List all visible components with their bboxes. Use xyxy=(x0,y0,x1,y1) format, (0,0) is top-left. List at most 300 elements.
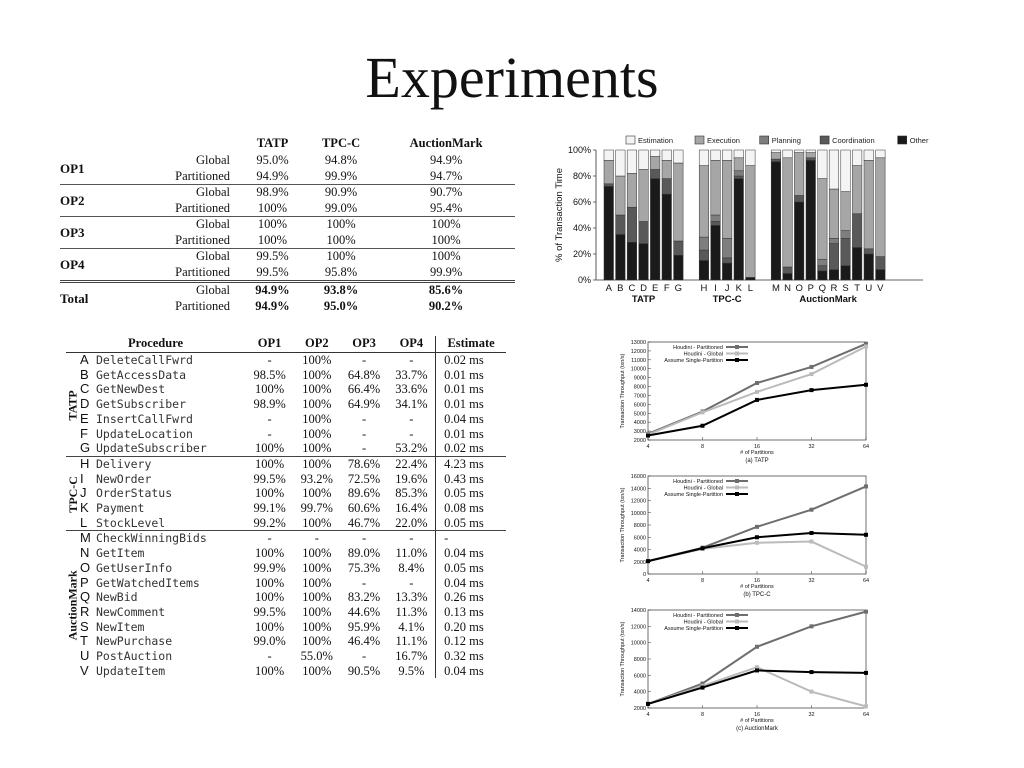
y-tick-label: 14000 xyxy=(630,608,646,614)
y-axis-label: Transaction Throughput (txn/s) xyxy=(620,353,626,429)
estimate-value: 0.05 ms xyxy=(436,561,506,576)
x-tick-label: L xyxy=(747,283,753,294)
y-tick-label: 6000 xyxy=(633,402,646,409)
operation-label: OP2 xyxy=(60,185,120,217)
op2-value: 93.2% xyxy=(300,471,333,486)
op3-value: 64.9% xyxy=(347,397,381,412)
group-label: TPC-C xyxy=(712,294,742,305)
op2-value: 99.7% xyxy=(300,501,333,516)
estimate-value: 0.01 ms xyxy=(436,397,506,412)
bar-segment-C xyxy=(627,207,637,242)
bar-segment-I xyxy=(711,160,721,215)
procedure-letter: O xyxy=(80,559,91,575)
procedure-name: OrderStatus xyxy=(96,486,173,501)
data-point xyxy=(755,390,759,394)
x-tick-label: 16 xyxy=(753,578,761,584)
procedure-table xyxy=(66,336,506,678)
estimate-value: 0.05 ms xyxy=(436,516,506,531)
estimate-value: 0.26 ms xyxy=(436,590,506,605)
x-tick-label: 8 xyxy=(700,444,705,450)
op1-value: - xyxy=(267,411,272,426)
legend-marker xyxy=(735,479,739,483)
procedure-name: NewItem xyxy=(96,619,145,634)
legend-label: Execution xyxy=(707,136,740,145)
bar-segment-S xyxy=(841,192,851,231)
data-point xyxy=(810,508,814,512)
op2-value: 100% xyxy=(302,546,332,561)
data-point xyxy=(810,388,814,392)
op2-value: 100% xyxy=(302,367,332,382)
estimate-value: 0.12 ms xyxy=(436,634,506,649)
op2-value: 100% xyxy=(302,604,332,619)
stacked-bar-chart xyxy=(548,130,933,315)
procedure-name: Payment xyxy=(96,501,145,516)
op3-value: - xyxy=(361,426,367,441)
estimate-value: 0.04 ms xyxy=(436,412,506,427)
op1-value: 100% xyxy=(255,590,285,605)
bar-segment-G xyxy=(674,241,684,255)
procedure-letter: V xyxy=(80,662,89,678)
accuracy-value: 90.7% xyxy=(377,185,515,201)
op3-value: 75.3% xyxy=(347,560,381,575)
accuracy-value: 95.0% xyxy=(323,298,359,313)
chart-caption: (c) AuctionMark xyxy=(736,726,778,732)
procedure-letter: P xyxy=(80,574,89,590)
accuracy-value: 99.0% xyxy=(324,200,358,215)
accuracy-value: 95.4% xyxy=(429,200,463,215)
op1-value: 98.5% xyxy=(253,367,286,382)
y-tick-label: 10000 xyxy=(630,366,646,373)
data-point xyxy=(755,541,759,545)
estimate-value: 0.05 ms xyxy=(436,486,506,501)
bar-segment-U xyxy=(864,160,874,248)
legend-label: Assume Single-Partition xyxy=(664,358,723,364)
column-header: TPC-C xyxy=(321,136,361,150)
op2-value: 100% xyxy=(302,560,332,575)
bar-segment-M xyxy=(771,159,781,162)
op4-value: 53.2% xyxy=(395,441,428,456)
benchmark-group-label: TATP xyxy=(65,390,80,421)
bar-segment-V xyxy=(876,270,886,280)
procedure-letter: G xyxy=(80,440,91,456)
y-tick-label: 10000 xyxy=(630,640,646,647)
op3-value: - xyxy=(361,441,367,456)
legend-label: Houdini - Global xyxy=(683,351,723,358)
bar-segment-O xyxy=(794,196,804,203)
y-tick-label: 80% xyxy=(572,171,591,181)
bar-segment-F xyxy=(662,194,672,280)
x-tick-label: 8 xyxy=(700,712,705,718)
group-cell xyxy=(66,531,80,679)
legend-label: Coordination xyxy=(832,136,875,145)
bar-segment-M xyxy=(771,162,781,280)
estimate-value: 0.20 ms xyxy=(436,620,506,635)
y-tick-label: 0 xyxy=(642,572,646,578)
op4-value: 85.3% xyxy=(395,486,428,501)
bar-segment-R xyxy=(829,150,839,189)
x-tick-label: Q xyxy=(818,283,827,294)
y-tick-label: 4000 xyxy=(633,420,646,427)
bar-segment-B xyxy=(616,176,626,215)
accuracy-value: 85.6% xyxy=(377,282,515,299)
column-header: TATP xyxy=(256,136,289,150)
x-tick-label: P xyxy=(807,283,814,294)
procedure-name: GetAccessData xyxy=(96,367,187,382)
legend-label: Houdini - Partitioned xyxy=(673,613,723,619)
procedure-name: UpdateItem xyxy=(96,663,166,678)
accuracy-value: 100% xyxy=(431,232,461,247)
op4-value: 19.6% xyxy=(395,471,428,486)
accuracy-value: 99.9% xyxy=(324,168,358,183)
line-chart-tpcc xyxy=(608,470,878,605)
data-point xyxy=(755,525,759,529)
op4-value: 33.7% xyxy=(395,367,428,382)
op2-value: 100% xyxy=(302,441,332,456)
op4-value: 16.4% xyxy=(395,501,428,516)
bar-segment-G xyxy=(674,150,684,163)
row-label: Global xyxy=(120,249,240,265)
accuracy-value: 90.2% xyxy=(428,298,464,313)
data-point xyxy=(810,540,814,544)
y-tick-label: 12000 xyxy=(630,624,646,631)
line-chart-auctionmark xyxy=(608,604,878,744)
accuracy-value: 94.8% xyxy=(324,153,358,168)
estimate-value: 0.02 ms xyxy=(436,441,506,456)
op1-value: 100% xyxy=(255,546,285,561)
row-label: Partitioned xyxy=(175,298,230,313)
bar-segment-N xyxy=(783,158,793,267)
row-label: Partitioned xyxy=(175,168,230,183)
legend-marker xyxy=(735,345,739,349)
row-label: Global xyxy=(120,217,240,233)
op3-value: - xyxy=(340,531,387,546)
bar-segment-L xyxy=(746,277,756,280)
bar-segment-O xyxy=(794,150,804,153)
op3-value: - xyxy=(361,353,367,367)
operation-label: OP4 xyxy=(60,249,120,282)
x-tick-label: J xyxy=(724,283,730,294)
x-tick-label: U xyxy=(865,283,873,294)
bar-segment-J xyxy=(722,258,732,263)
bar-segment-I xyxy=(711,222,721,226)
op4-value: - xyxy=(409,426,414,441)
header-blank xyxy=(60,136,120,153)
op1-value: 100% xyxy=(246,456,293,471)
y-tick-label: 7000 xyxy=(633,393,646,400)
data-point xyxy=(646,434,650,438)
bar-segment-D xyxy=(639,150,649,170)
procedure-name: GetNewDest xyxy=(96,382,166,397)
procedure-name: NewComment xyxy=(96,604,166,619)
bar-segment-J xyxy=(722,238,732,258)
x-tick-label: M xyxy=(771,283,780,294)
x-tick-label: A xyxy=(605,283,612,294)
procedure-letter: H xyxy=(80,456,96,471)
bar-segment-E xyxy=(650,157,660,170)
operation-label: Total xyxy=(60,282,120,315)
accuracy-value: 93.8% xyxy=(305,282,377,299)
accuracy-value: 94.7% xyxy=(429,168,463,183)
y-tick-label: 20% xyxy=(572,249,591,259)
x-tick-label: B xyxy=(617,283,624,294)
bar-segment-C xyxy=(627,242,637,280)
accuracy-value: 100% xyxy=(257,232,288,247)
bar-segment-J xyxy=(722,150,732,160)
bar-segment-P xyxy=(806,160,816,280)
bar-segment-H xyxy=(699,250,709,260)
bar-segment-F xyxy=(662,160,672,178)
header-blank xyxy=(120,136,240,153)
data-point xyxy=(810,365,814,369)
y-tick-label: 14000 xyxy=(630,486,646,493)
bar-segment-S xyxy=(841,238,851,265)
data-point xyxy=(646,702,650,706)
row-label: Global xyxy=(120,282,240,299)
data-point xyxy=(864,383,868,387)
data-point xyxy=(864,484,868,488)
y-tick-label: 100% xyxy=(567,145,591,155)
op4-value: 16.7% xyxy=(395,649,428,664)
legend-marker xyxy=(735,620,739,624)
accuracy-value: 94.9% xyxy=(429,153,463,168)
accuracy-value: 90.9% xyxy=(305,185,377,201)
op2-value: 100% xyxy=(302,590,332,605)
benchmark-group-label: TPC-C xyxy=(65,476,80,513)
estimate-value: 0.08 ms xyxy=(436,501,506,516)
data-point xyxy=(864,704,868,708)
bar-segment-H xyxy=(699,150,709,166)
op3-value: 95.9% xyxy=(347,619,381,634)
chart-caption: (a) TATP xyxy=(745,458,769,464)
op3-value: 44.6% xyxy=(347,604,381,619)
data-point xyxy=(864,610,868,614)
op3-value: 60.6% xyxy=(347,501,381,516)
procedure-name: InsertCallFwrd xyxy=(96,411,193,426)
procedure-name: NewBid xyxy=(96,590,138,605)
bar-segment-J xyxy=(722,263,732,280)
estimate-value: - xyxy=(436,531,506,546)
line-chart-tatp xyxy=(608,336,878,471)
procedure-letter: E xyxy=(80,410,89,426)
bar-segment-C xyxy=(627,173,637,207)
bar-segment-E xyxy=(650,170,660,179)
op2-value: 100% xyxy=(293,456,340,471)
y-tick-label: 60% xyxy=(572,197,591,207)
bar-segment-D xyxy=(639,244,649,280)
bar-segment-R xyxy=(829,238,839,243)
x-tick-label: 32 xyxy=(808,712,815,718)
bar-segment-K xyxy=(734,179,744,280)
y-tick-label: 6000 xyxy=(633,673,646,680)
op2-value: 100% xyxy=(302,619,332,634)
op2-value: 100% xyxy=(302,634,332,649)
bar-segment-D xyxy=(639,170,649,222)
bar-segment-A xyxy=(604,160,614,183)
bar-segment-K xyxy=(734,150,744,158)
estimate-value: 0.13 ms xyxy=(436,605,506,620)
column-header: OP4 xyxy=(388,336,436,353)
data-point xyxy=(755,381,759,385)
op4-value: 11.1% xyxy=(395,634,428,649)
y-tick-label: 12000 xyxy=(630,348,646,355)
op1-value: 100% xyxy=(255,619,285,634)
x-tick-label: 32 xyxy=(808,444,815,450)
y-tick-label: 5000 xyxy=(633,411,646,418)
op2-value: 100% xyxy=(302,397,332,412)
op1-value: - xyxy=(267,649,272,664)
op3-value: 83.2% xyxy=(347,590,381,605)
legend-label: Assume Single-Partition xyxy=(664,626,723,632)
column-header: AuctionMark xyxy=(409,136,483,150)
y-tick-label: 4000 xyxy=(633,547,646,554)
accuracy-value: 100% xyxy=(240,217,305,233)
op4-value: - xyxy=(409,575,414,590)
accuracy-value: 98.9% xyxy=(240,185,305,201)
y-tick-label: 13000 xyxy=(630,340,646,346)
op4-value: 9.5% xyxy=(398,663,425,678)
row-label: Partitioned xyxy=(175,264,230,279)
procedure-name: GetWatchedItems xyxy=(96,575,200,590)
estimate-value: 0.02 ms xyxy=(436,353,506,368)
x-tick-label: K xyxy=(735,283,742,294)
op1-value: 98.9% xyxy=(253,397,286,412)
op4-value: 22.4% xyxy=(388,456,436,471)
bar-segment-A xyxy=(604,184,614,187)
x-tick-label: I xyxy=(714,283,717,294)
group-label: TATP xyxy=(631,294,656,305)
bar-segment-Q xyxy=(818,150,828,179)
x-tick-label: N xyxy=(784,283,791,294)
op2-value: - xyxy=(293,531,340,546)
op3-value: 90.5% xyxy=(347,663,381,678)
procedure-letter: R xyxy=(80,603,90,619)
op4-value: 34.1% xyxy=(395,397,428,412)
accuracy-value: 95.8% xyxy=(324,264,358,279)
procedure-letter: N xyxy=(80,545,90,561)
y-tick-label: 11000 xyxy=(631,357,646,364)
op4-value: 22.0% xyxy=(395,515,428,530)
bar-segment-C xyxy=(627,150,637,173)
bar-segment-A xyxy=(604,186,614,280)
bar-segment-R xyxy=(829,244,839,270)
data-point xyxy=(755,645,759,649)
bar-segment-U xyxy=(864,150,874,160)
procedure-letter: B xyxy=(80,366,89,382)
procedure-letter: C xyxy=(80,381,90,397)
data-point xyxy=(864,344,868,348)
column-header: Estimate xyxy=(436,336,506,353)
data-point xyxy=(755,398,759,402)
x-tick-label: 8 xyxy=(700,578,705,584)
data-point xyxy=(810,670,814,674)
y-tick-label: 12000 xyxy=(630,498,646,505)
bar-segment-P xyxy=(806,150,816,153)
x-tick-label: 64 xyxy=(862,578,870,584)
data-point xyxy=(864,671,868,675)
column-header: OP3 xyxy=(340,336,387,353)
procedure-letter: A xyxy=(80,352,89,367)
legend-marker xyxy=(735,352,739,356)
x-tick-label: F xyxy=(663,283,670,294)
procedure-name: NewPurchase xyxy=(96,634,173,649)
legend-label: Other xyxy=(909,136,929,145)
op2-value: 100% xyxy=(302,486,332,501)
data-point xyxy=(810,690,814,694)
estimate-value: 0.04 ms xyxy=(436,576,506,591)
legend-marker xyxy=(735,486,739,490)
op1-value: 99.2% xyxy=(253,515,286,530)
bar-segment-E xyxy=(650,179,660,280)
accuracy-table xyxy=(60,136,515,314)
x-tick-label: H xyxy=(700,283,708,294)
y-tick-label: 10000 xyxy=(630,510,646,517)
x-tick-label: 64 xyxy=(862,444,870,450)
x-tick-label: D xyxy=(640,283,647,294)
estimate-value: 0.04 ms xyxy=(436,546,506,561)
y-tick-label: 2000 xyxy=(633,438,646,444)
op3-value: - xyxy=(361,411,367,426)
op4-value: 4.1% xyxy=(398,619,425,634)
bar-segment-V xyxy=(876,257,886,270)
y-tick-label: 8000 xyxy=(633,523,646,529)
y-tick-label: 0% xyxy=(577,275,591,285)
legend-label: Estimation xyxy=(638,136,674,145)
bar-segment-B xyxy=(616,150,626,176)
legend-label: Assume Single-Partition xyxy=(664,492,723,498)
x-axis-label: # of Partitions xyxy=(740,584,774,590)
legend-label: Houdini - Global xyxy=(683,485,723,492)
procedure-letter: Q xyxy=(80,589,91,605)
procedure-letter: D xyxy=(80,396,90,412)
op2-value: 100% xyxy=(302,411,332,426)
procedure-letter: K xyxy=(80,500,89,516)
bar-segment-A xyxy=(604,150,614,160)
op1-value: 100% xyxy=(255,663,285,678)
x-tick-label: 4 xyxy=(646,578,650,584)
y-axis-label: % of Transaction Time xyxy=(554,168,565,262)
op1-value: 99.5% xyxy=(253,604,286,619)
bar-segment-H xyxy=(699,166,709,238)
legend-swatch xyxy=(760,136,769,144)
bar-segment-Q xyxy=(818,266,828,271)
procedure-name: UpdateLocation xyxy=(96,426,193,441)
bar-segment-F xyxy=(662,150,672,160)
op3-value: 46.7% xyxy=(347,515,381,530)
x-tick-label: G xyxy=(674,283,683,294)
procedure-name: GetUserInfo xyxy=(96,560,173,575)
legend-label: Planning xyxy=(771,136,801,145)
bar-segment-I xyxy=(711,150,721,160)
procedure-letter: T xyxy=(80,633,88,649)
estimate-value: 0.01 ms xyxy=(436,427,506,442)
accuracy-value: 94.9% xyxy=(256,168,289,183)
procedure-letter: L xyxy=(80,514,88,530)
bar-segment-V xyxy=(876,158,886,257)
op4-value: - xyxy=(409,411,414,426)
op2-value: 55.0% xyxy=(300,649,333,664)
x-tick-label: 16 xyxy=(753,712,761,718)
bar-segment-E xyxy=(650,150,660,157)
procedure-name: DeleteCallFwrd xyxy=(96,353,193,367)
y-tick-label: 8000 xyxy=(633,384,646,391)
bar-segment-B xyxy=(616,215,626,235)
legend-label: Houdini - Partitioned xyxy=(673,345,723,351)
data-point xyxy=(810,372,814,376)
bar-segment-G xyxy=(674,255,684,280)
legend-label: Houdini - Partitioned xyxy=(673,479,723,485)
slide-title: Experiments xyxy=(365,45,659,110)
procedure-name: GetItem xyxy=(96,546,145,561)
